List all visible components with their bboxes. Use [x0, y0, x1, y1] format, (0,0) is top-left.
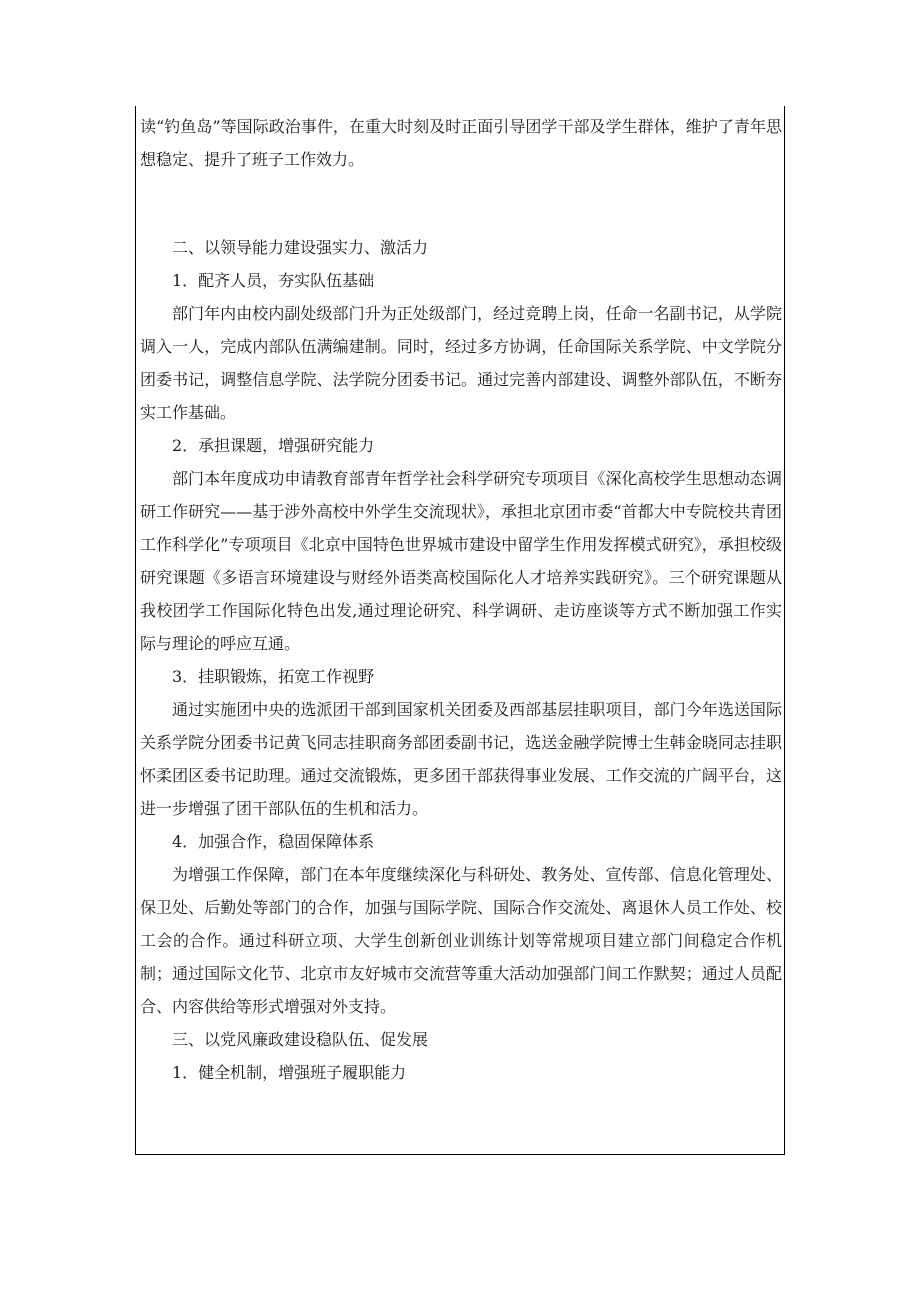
- document-body: [140, 110, 782, 1089]
- subsection-2-1-heading: 1．配齐人员，夯实队伍基础: [172, 271, 375, 290]
- subsection-2-2-body: 部门本年度成功申请教育部青年哲学社会科学研究专项项目《深化高校学生思想动态调研工作研究——基于涉外高校中外学生交流现状》，承担北京团市委“首都大中专院校共青团工作科学化”专项项目《北京中国特色世界城市建设中留学生作用发挥模式研究》，承担校级研究课题《多语言环境建设与财经外语类高校国际化人才培养实践研究》。三个研究课题从我校团学工作国际化特色出发,通过理论研究、科学调研、走访座谈等方式不断加强工作实际与理论的呼应互通。: [140, 469, 782, 653]
- subsection-2-1-body: 部门年内由校内副处级部门升为正处级部门，经过竞聘上岗，任命一名副书记，从学院调入一人，完成内部队伍满编建制。同时，经过多方协调，任命国际关系学院、中文学院分团委书记，调整信息学院、法学院分团委书记。通过完善内部建设、调整外部队伍，不断夯实工作基础。: [140, 304, 782, 422]
- section-2-heading: 二、以领导能力建设强实力、激活力: [172, 238, 429, 257]
- subsection-2-4-heading: 4．加强合作，稳固保障体系: [172, 832, 375, 851]
- subsection-3-1-heading: 1．健全机制，增强班子履职能力: [172, 1063, 407, 1082]
- blank-space: [140, 176, 782, 231]
- subsection-2-3-body: 通过实施团中央的选派团干部到国家机关团委及西部基层挂职项目，部门今年选送国际关系学院分团委书记黄飞同志挂职商务部团委副书记，选送金融学院博士生韩金晓同志挂职怀柔团区委书记助理。通过交流锻炼，更多团干部获得事业发展、工作交流的广阔平台，这进一步增强了团干部队伍的生机和活力。: [140, 700, 782, 818]
- subsection-2-2-heading: 2．承担课题，增强研究能力: [172, 436, 375, 455]
- section-3-heading: 三、以党风廉政建设稳队伍、促发展: [172, 1030, 429, 1049]
- subsection-2-3-heading: 3．挂职锻炼，拓宽工作视野: [172, 667, 375, 686]
- paragraph-continued: 读“钓鱼岛”等国际政治事件，在重大时刻及时正面引导团学干部及学生群体，维护了青年思想稳定、提升了班子工作效力。: [140, 117, 782, 169]
- subsection-2-4-body: 为增强工作保障，部门在本年度继续深化与科研处、教务处、宣传部、信息化管理处、保卫处、后勤处等部门的合作，加强与国际学院、国际合作交流处、离退休人员工作处、校工会的合作。通过科研立项、大学生创新创业训练计划等常规项目建立部门间稳定合作机制；通过国际文化节、北京市友好城市交流营等重大活动加强部门间工作默契；通过人员配合、内容供给等形式增强对外支持。: [140, 865, 782, 1016]
